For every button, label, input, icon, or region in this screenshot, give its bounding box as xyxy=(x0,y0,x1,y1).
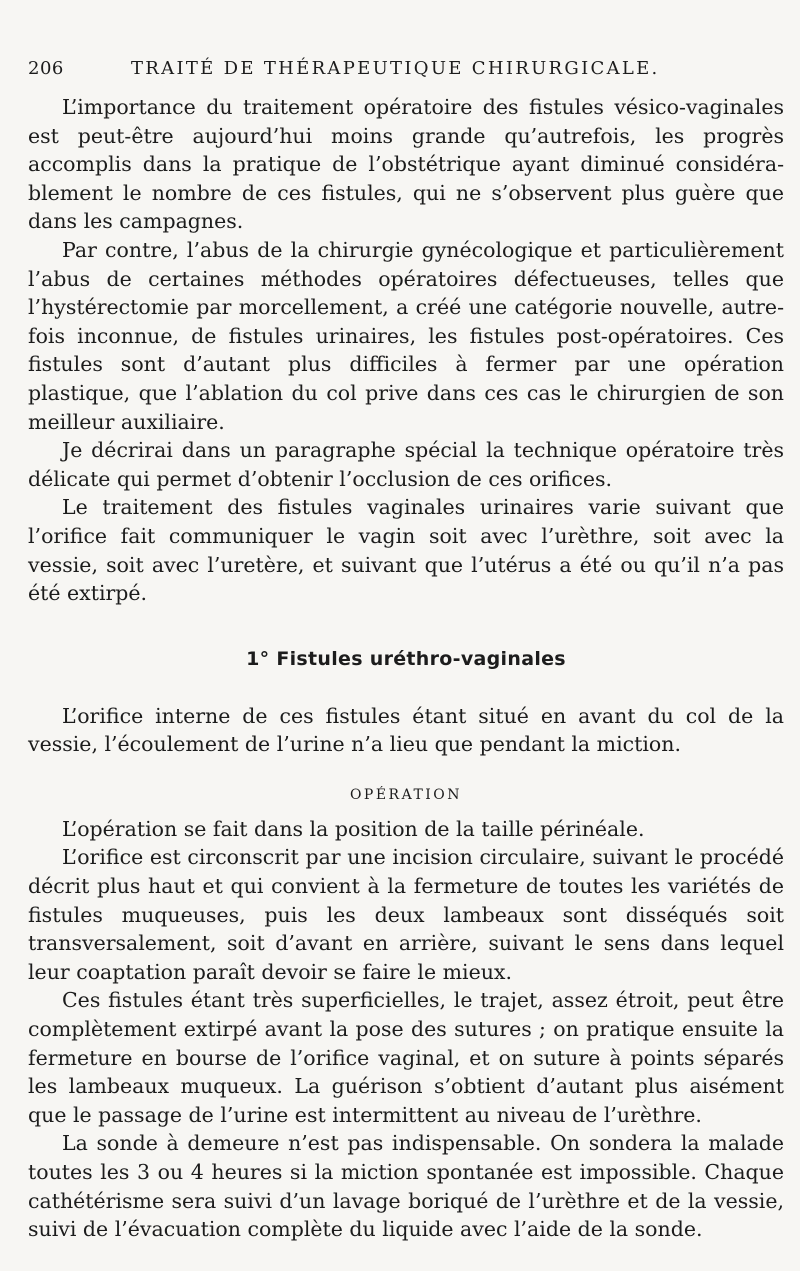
subsection-heading: OPÉRATION xyxy=(349,786,463,803)
paragraph: L’importance du traitement opératoire des fistules vésico-vaginales est peut-être aujourd’hui moins grande qu’autrefois, les progrès accomplis dans la pratique de l’obstétrique ayant diminué considérablement le nombre de ces fistules, qui ne s’observent plus guère que dans les campagnes. xyxy=(28,95,784,234)
paragraph: L’orifice interne de ces fistules étant situé en avant du col de la vessie, l’écoulement de l’urine n’a lieu que pendant la miction. xyxy=(28,703,784,757)
paragraph: La sonde à demeure n’est pas indispensable. On sondera la malade toutes les 3 ou 4 heures si la miction spontanée est impossible. Chaque cathétérisme sera suivi d’un lavage boriqué de l’urèthre et de la vessie, suivi de l’évacuation complète du liquide avec l’aide de la sonde. xyxy=(28,1131,784,1242)
paragraph: Je décrirai dans un paragraphe spécial la technique opératoire très délicate qui permet d’obtenir l’occlusion de ces orifices. xyxy=(28,438,784,491)
paragraph: L’orifice est circonscrit par une incision circulaire, suivant le procédé décrit plus haut et qui convient à la fermeture de toutes les variétés de fistules muqueuses, puis les deux lambeaux sont disséqués soit transversalement, soit d’avant en arrière, suivant le sens dans lequel leur coaptation paraît devoir se faire le mieux. xyxy=(28,845,784,984)
page-body xyxy=(28,93,784,1244)
paragraph: Ces fistules étant très superficielles, le trajet, assez étroit, peut être complètement extirpé avant la pose des sutures ; on pratique ensuite la fermeture en bourse de l’orifice vaginal, et on suture à points séparés les lambeaux muqueux. La guérison s’obtient d’autant plus aisément que le passage de l’urine est intermittent au niveau de l’urèthre. xyxy=(28,988,784,1127)
running-title: TRAITÉ DE THÉRAPEUTIQUE CHIRURGICALE. xyxy=(131,58,660,79)
paragraph: Par contre, l’abus de la chirurgie gynécologique et particulièrement l’abus de certaines méthodes opératoires défectueuses, telles que l’hystérectomie par morcellement, a créé une catégorie nouvelle, autrefois inconnue, de fistules urinaires, les fistules post-opératoires. Ces fistules sont d’autant plus difficiles à fermer par une opération plastique, que l’ablation du col prive dans ces cas le chirurgien de son meilleur auxiliaire. xyxy=(28,237,784,434)
section-heading: 1° Fistules uréthro-vaginales xyxy=(246,647,566,670)
page-number: 206 xyxy=(28,58,64,79)
paragraph: L’opération se fait dans la position de la taille périnéale. xyxy=(62,816,645,841)
paragraph: Le traitement des fistules vaginales urinaires varie suivant que l’orifice fait communiquer le vagin soit avec l’urèthre, soit avec la vessie, soit avec l’uretère, et suivant que l’utérus a été ou qu’il n’a pas été extirpé. xyxy=(28,495,784,606)
page-header xyxy=(28,58,788,88)
